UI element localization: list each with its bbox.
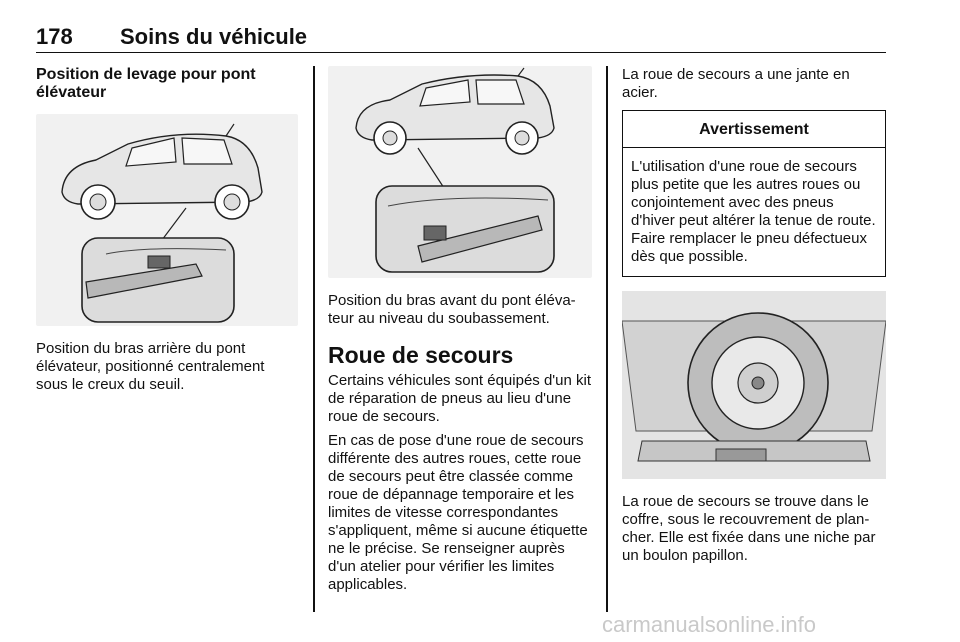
column-1: [36, 66, 300, 394]
section-heading-lift-position: Position de levage pour pont élévateur: [36, 66, 256, 101]
page-header: [36, 24, 886, 53]
rear-lift-arm-illustration: [36, 114, 298, 326]
front-lift-arm-illustration: [328, 66, 592, 278]
spare-wheel-location-caption: La roue de secours se trouve dans le coffre, sous le recouvrement de plancher. Elle est fixée dans une niche par un boulon papillon.: [622, 493, 876, 564]
column-divider-1: [313, 66, 315, 612]
spare-wheel-paragraph-1: Certains véhicules sont équipés d'un kit de réparation de pneus au lieu d'une roue de secours.: [328, 372, 592, 425]
rear-lift-caption: Position du bras arrière du pont élévateur, positionné centralement sous le creux du seuil.: [36, 340, 265, 393]
front-lift-caption: Position du bras avant du pont élévateur au niveau du soubassement.: [328, 292, 576, 327]
watermark-text: carmanualsonline.info: [602, 612, 817, 637]
spare-wheel-in-boot-illustration: [622, 291, 886, 479]
page-title: Soins du véhicule: [120, 24, 308, 49]
warning-text: L'utilisation d'une roue de secours plus petite que les autres roues ou conjointement avec des pneus d'hiver peut altérer la tenue de route. Faire remplacer le pneu défectueux dès que possible.: [631, 158, 876, 265]
page-number: 178: [36, 24, 73, 49]
column-3: [622, 66, 886, 565]
spare-wheel-paragraph-2: En cas de pose d'une roue de secours différente des autres roues, cette roue de secours peut être classée comme roue de dépannage temporaire et les limites de vitesse correspondantes s'appliquent, même si aucune étiquette ne le précise. Se renseigner auprès d'un atelier pour vérifier les limites applicables.: [328, 432, 588, 593]
column-divider-2: [606, 66, 608, 612]
steel-rim-note: La roue de secours a une jante en acier.: [622, 66, 850, 101]
warning-title: Avertissement: [623, 111, 885, 148]
warning-box: [622, 110, 886, 277]
column-2: [328, 66, 592, 594]
section-heading-spare-wheel: Roue de secours: [328, 342, 514, 368]
